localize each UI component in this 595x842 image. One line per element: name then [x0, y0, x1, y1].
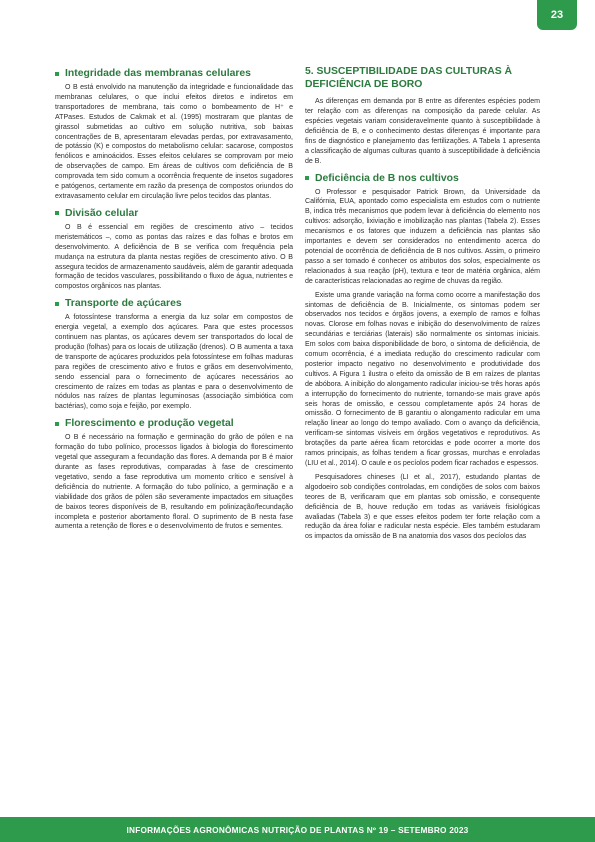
- page-number: 23: [537, 0, 577, 30]
- subsection-title: Transporte de açúcares: [65, 298, 182, 310]
- paragraph: Existe uma grande variação na forma como ocorre a manifestação dos sintomas de deficiência de B. Inicialmente, os sintomas podem ser observados nos tecidos e órgãos jovens, a exemplo de ramos e folhas novas. Clorose em folhas novas e inibição do desenvolvimento de raízes secundárias e terciárias (laterais) são normalmente os sintomas iniciais. Em solos com baixa disponibilidade de boro, o sintoma de deficiência, de comum ocorrência, é a imediata redução do crescimento radicular com posterior impacto negativo no desenvolvimento e produtividade dos cultivos. A Figura 1 ilustra o efeito da omissão de B em raízes de plantas de abóbora. A inibição do alongamento radicular iniciou-se três horas após a interrupção do fornecimento do nutriente, tornando-se mais grave após seis horas de omissão, e cessou completamente após 24 horas de omissão. O fornecimento de B garantiu o alongamento radicular em uma relação linear ao longo do tempo avaliado. Com o avanço da deficiência, verificam-se sintomas visíveis em órgãos vegetativos e reprodutivos. As brotações da parte aérea ficam retorcidas e pode ocorrer a morte dos ramos principais, as folhas tendem a ficar grossas, murchas e enroladas (LIU et al., 2014). O caule e os pecíolos podem ficar rachados e espessos.: [305, 291, 540, 467]
- subsection-heading-florescimento: [55, 418, 293, 429]
- subsection-heading-divisao: [55, 208, 293, 219]
- square-bullet-icon: [305, 176, 309, 180]
- subsection-title: Integridade das membranas celulares: [65, 68, 251, 79]
- paragraph: Pesquisadores chineses (LI et al., 2017), estudando plantas de algodoeiro sob condições controladas, em condições de solos com baixos teores de B, verificaram que em plantas sob omissão, e consequente deficiência de B, houve redução em todas as variáveis fisiológicas avaliadas (Tabela 3) e que esses efeitos podem ter forte relação com a redução da área foliar e radicular nesta espécie. Eles também estudaram os impactos da omissão de B na anatomia dos vasos dos pecíolos das: [305, 473, 540, 541]
- paragraph: O B está envolvido na manutenção da integridade e funcionalidade das membranas celulares, o que inclui efeitos diretos e indiretos em transportadores de membrana, tais como o bombeamento de H⁺ e ATPases. Estudos de Cakmak et al. (1995) mostraram que plantas de girassol submetidas ao cultivo em solução nutritiva, sob baixas concentrações de B, apresentaram elevadas perdas, por extravasamento, de potássio (K) e compostos do metabolismo celular: sacarose, compostos fenólicos e aminoácidos. Esses efeitos celulares se comprovam por meio de observações de campo. Em áreas de cultivos com deficiência de B comprovada tem sido comum a ocorrência frequente de insetos sugadores e patógenos, certamente em razão da presença de compostos oriundos do extravasamento celular em circulação livre pelos tecidos das plantas.: [55, 84, 293, 200]
- paragraph: O Professor e pesquisador Patrick Brown, da Universidade da Califórnia, EUA, apontado como especialista em estudos com o nutriente B, indica três mecanismos que podem levar à deficiência do elemento nos cultivos: adsorção, lixiviação e imobilização nas plantas (Tabela 2). Esses mecanismos e os fatores que induzem a deficiência nas plantas são importantes e devem ser considerados no entendimento acerca do potencial de ocorrência de deficiência de B nos cultivos. Assim, o primeiro passo a ser tomado é conhecer os atributos dos solos, especialmente os relacionados à sua reação (pH), textura e teor de matéria orgânica, além de características relacionadas ao regime de chuvas da região.: [305, 188, 540, 285]
- footer-bar: [0, 817, 595, 842]
- square-bullet-icon: [55, 211, 59, 215]
- right-column: [305, 66, 540, 546]
- paragraph: O B é essencial em regiões de crescimento ativo – tecidos meristemáticos –, como as pontas das raízes e das folhas e brotos em desenvolvimento. A deficiência de B se verifica com frequência pela mudança na estrutura da planta nestas regiões de crescimento ativo. O B assegura tecidos de armazenamento saudáveis, além de garantir adequada formação de tecidos vasculares, possibilitando o fluxo de água, nutrientes e compostos orgânicos nas plantas.: [55, 223, 293, 291]
- left-column: [55, 66, 293, 536]
- square-bullet-icon: [55, 422, 59, 426]
- subsection-title: Florescimento e produção vegetal: [65, 418, 234, 430]
- section-heading: 5. SUSCEPTIBILIDADE DAS CULTURAS À DEFICIÊNCIA DE BORO: [305, 66, 513, 90]
- subsection-heading-integridade: [55, 68, 293, 79]
- subsection-heading-deficiencia: [305, 173, 540, 184]
- paragraph: As diferenças em demanda por B entre as diferentes espécies podem ter relação com as diferenças na composição da parede celular. As espécies vegetais variam consideravelmente quanto à susceptibilidade à deficiência de B, e o conhecimento destas diferenças é importante para fins de diagnóstico e planejamento das fertilizações. A Tabela 1 apresenta a classificação de algumas culturas quanto à susceptibilidade à deficiência de B.: [305, 98, 540, 165]
- square-bullet-icon: [55, 302, 59, 306]
- subsection-heading-transporte: [55, 298, 293, 309]
- footer-text: INFORMAÇÕES AGRONÔMICAS NUTRIÇÃO DE PLANTAS Nº 19 – SETEMBRO 2023: [126, 824, 469, 835]
- square-bullet-icon: [55, 72, 59, 76]
- paragraph: A fotossíntese transforma a energia da luz solar em compostos de energia vegetal, a exemplo dos açúcares. Para que estes processos continuem nas plantas, os açúcares devem ser transportados do local de produção (folhas) para os locais de utilização (drenos). O B aumenta a taxa de transporte de açúcares produzidos pela fotossíntese em folhas maduras para regiões de crescimento ativo e frutos e grãos em desenvolvimento, sendo essencial para o fornecimento de açúcares necessários ao crescimento de raízes em todas as plantas e para o desenvolvimento de nódulos nas raízes de plantas leguminosas (associação simbiótica com bactérias), como soja e feijão, por exemplo.: [55, 314, 293, 411]
- subsection-title: Divisão celular: [65, 207, 139, 219]
- subsection-title: Deficiência de B nos cultivos: [315, 172, 459, 184]
- paragraph: O B é necessário na formação e germinação do grão de pólen e na formação do tubo polínico, processos ligados à biologia do florescimento vegetal que asseguram a fecundação das flores. A demanda por B é maior durante as fases reprodutivas, comparadas à fase de crescimento vegetativo, sendo a fase reprodutiva um momento crítico e sensível à deficiência do nutriente. A formação do tubo polínico, a germinação e a viabilidade dos grãos de pólen são severamente impactados em situações de baixos teores disponíveis de B, resultando em polinização/fecundação incompleta e posterior abortamento floral. O suprimento de B nesta fase aumenta a retenção de flores e o desenvolvimento de frutos e sementes.: [55, 434, 293, 531]
